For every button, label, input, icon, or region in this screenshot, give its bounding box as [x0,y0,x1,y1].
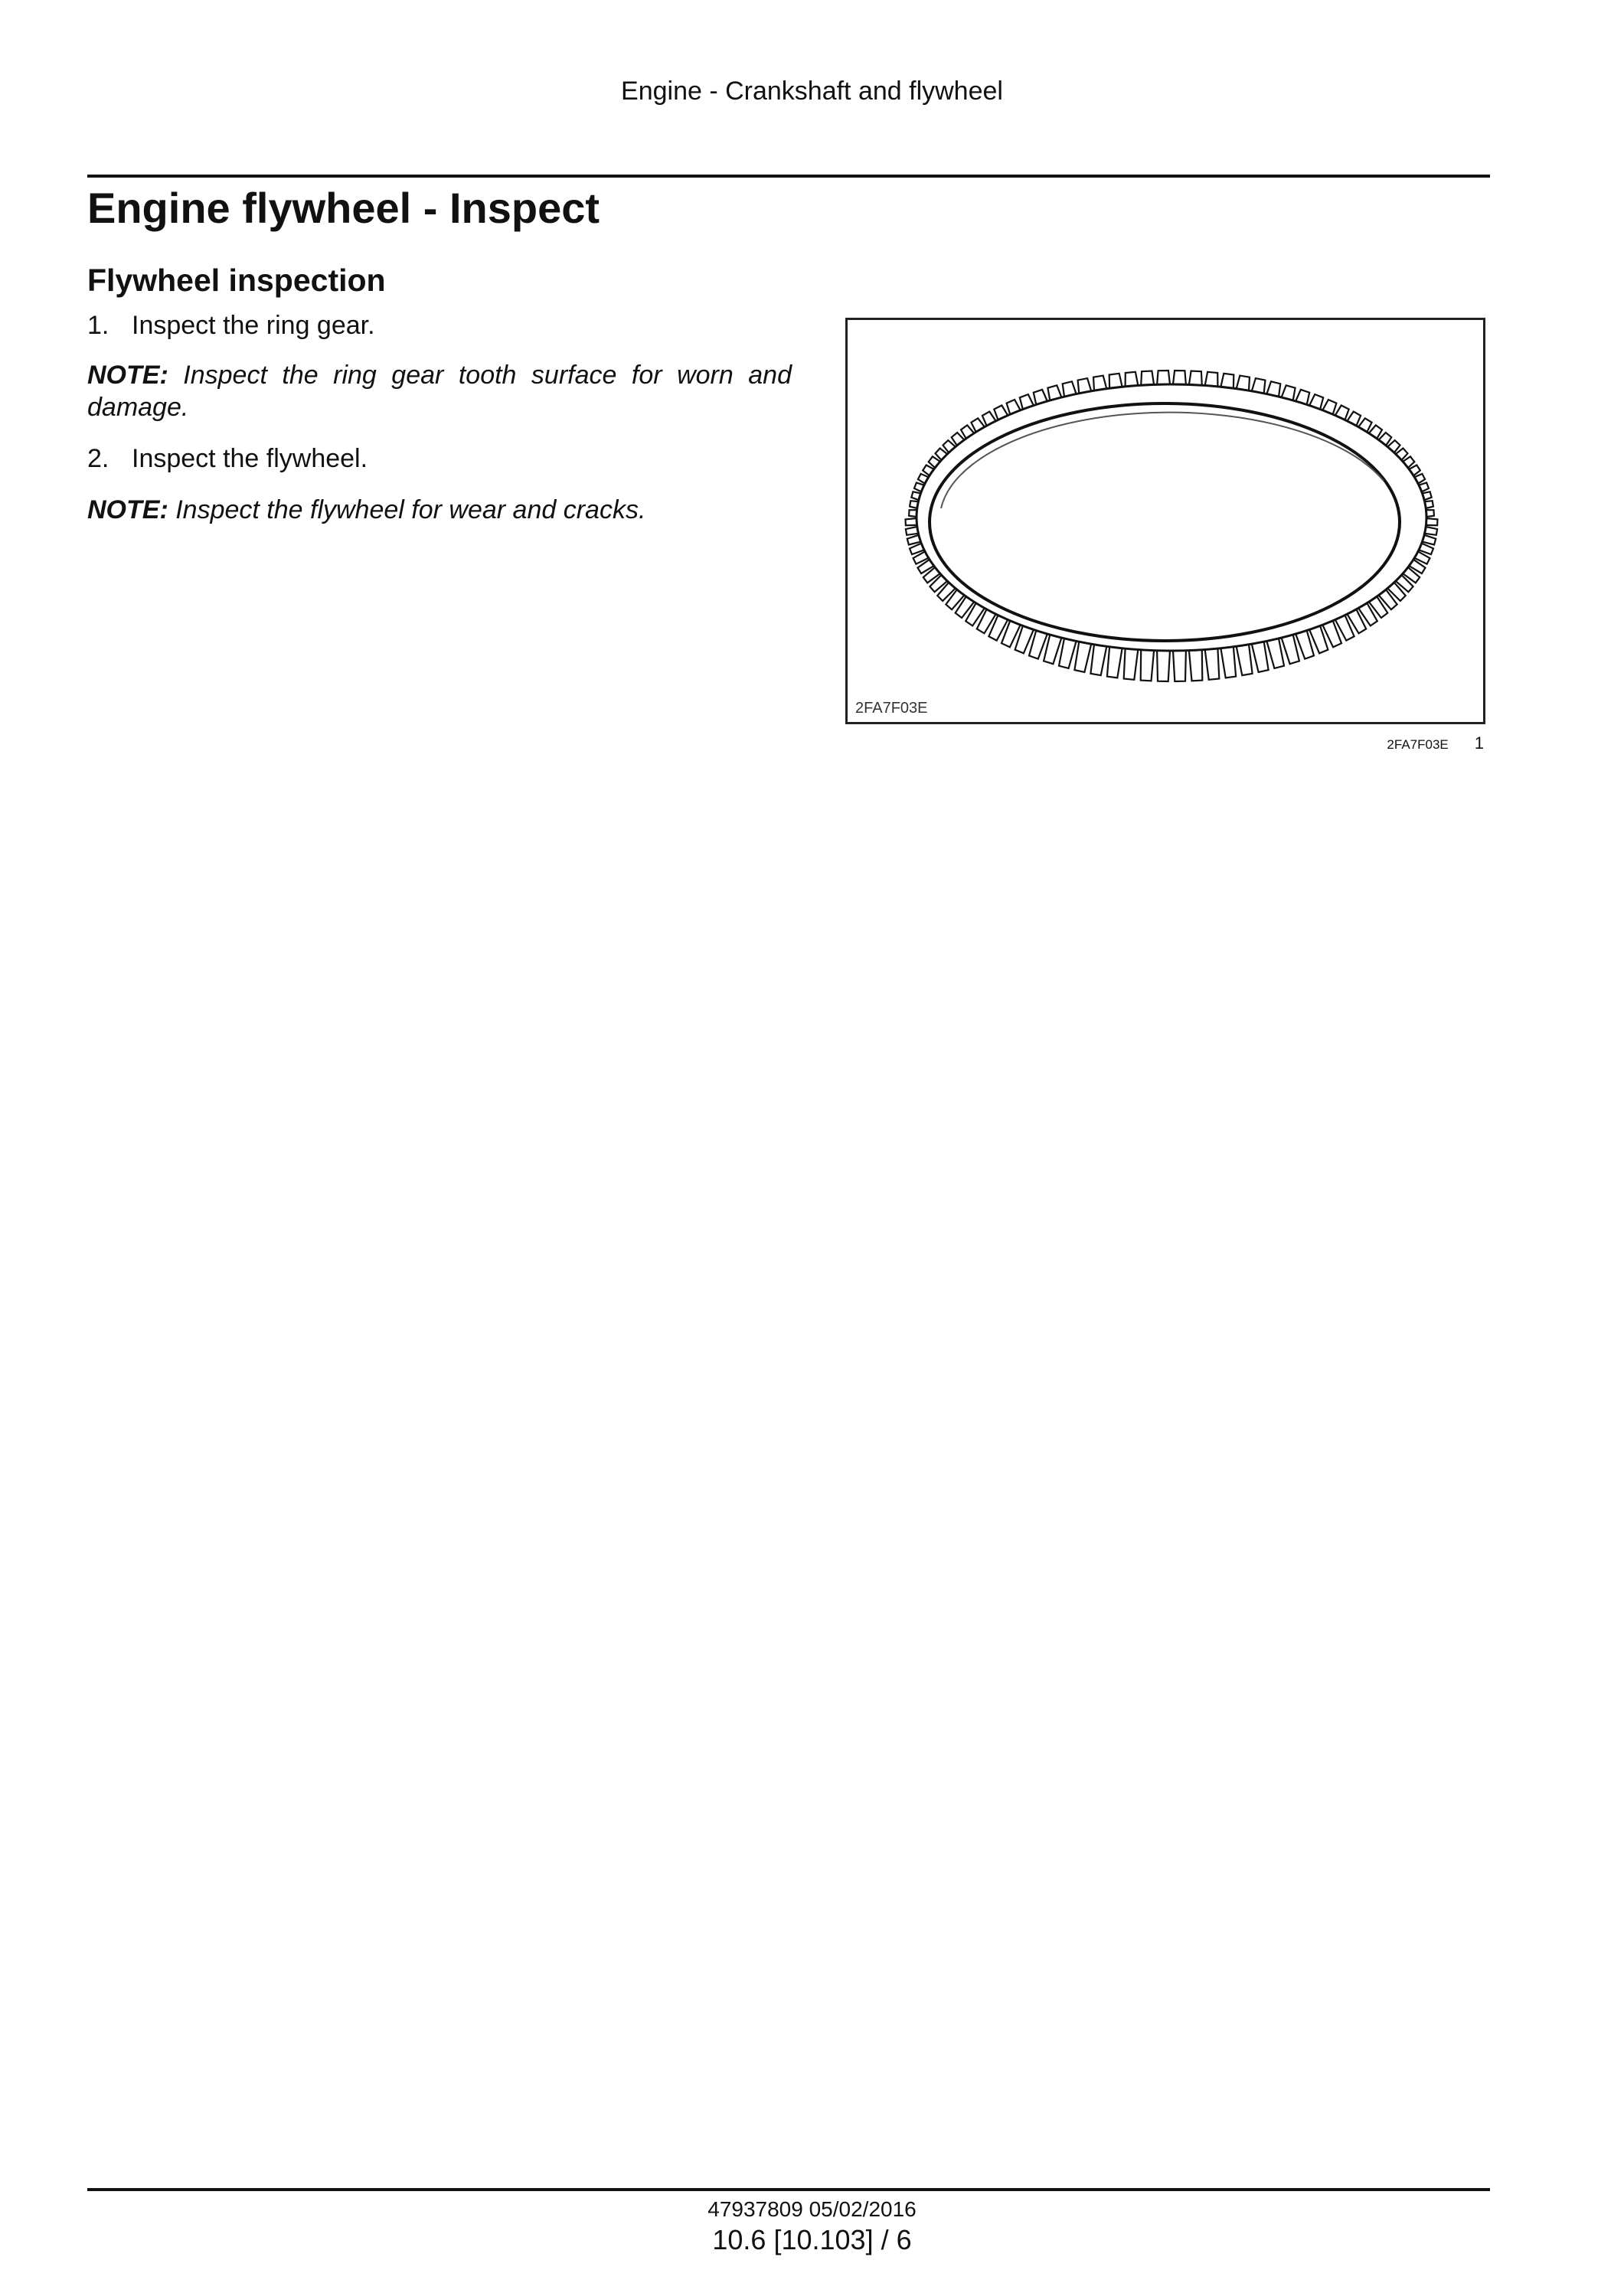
note-label: NOTE: [87,361,168,390]
top-rule [87,175,1490,178]
ring-gear-inner-edge [930,403,1400,641]
step-number: 1. [87,311,109,340]
gear-tooth [1157,651,1170,681]
gear-tooth [1426,518,1438,525]
gear-tooth [1237,645,1253,675]
gear-tooth [1189,650,1202,681]
gear-tooth [1141,650,1154,681]
gear-tooth [1282,635,1299,664]
note-ring-gear [87,359,792,423]
note-flywheel [87,494,792,526]
figure-image-code: 2FA7F03E [855,700,928,717]
note-label: NOTE: [87,495,168,524]
gear-tooth [1396,449,1408,461]
page-number: 10.6 [10.103] / 6 [712,2224,912,2255]
gear-tooth [1090,645,1106,675]
gear-tooth [1107,647,1122,678]
gear-tooth [1189,371,1202,386]
ring-gear-outer-edge [917,384,1426,651]
page-title: Engine flywheel - Inspect [87,184,600,232]
gear-tooth [1074,642,1091,672]
ring-gear-figure [845,318,1485,724]
step-number: 2. [87,444,109,473]
step-text: Inspect the ring gear. [132,311,375,340]
gear-tooth [1205,372,1218,387]
running-header: Engine - Crankshaft and flywheel [621,77,1003,106]
gear-tooth [1220,647,1236,678]
bottom-rule [87,2188,1490,2191]
ring-gear-chamfer-line [941,413,1384,508]
gear-tooth [906,518,917,525]
figure-number: 1 [1474,733,1484,753]
step-text: Inspect the flywheel. [132,444,368,473]
gear-tooth [936,449,948,461]
gear-tooth [1252,642,1269,672]
gear-tooth [1126,372,1139,387]
step-2 [87,443,792,475]
gear-tooth [1173,371,1186,384]
gear-tooth [1044,635,1061,664]
ring-gear-illustration [848,320,1483,722]
gear-tooth [1205,648,1220,680]
gear-tooth [1266,639,1284,668]
note-text: Inspect the ring gear tooth surface for worn and damage. [87,361,792,422]
gear-tooth [1141,371,1154,386]
step-1 [87,309,792,341]
ring-gear-teeth [906,371,1438,681]
figure-caption-code: 2FA7F03E [1387,737,1449,752]
gear-tooth [1173,651,1186,681]
gear-tooth [1157,371,1170,384]
section-title: Flywheel inspection [87,263,386,298]
figure-caption [845,735,1485,753]
note-text: Inspect the flywheel for wear and cracks. [168,495,646,524]
document-id: 47937809 05/02/2016 [707,2197,917,2221]
gear-tooth [1059,639,1077,668]
gear-tooth [1124,648,1139,680]
